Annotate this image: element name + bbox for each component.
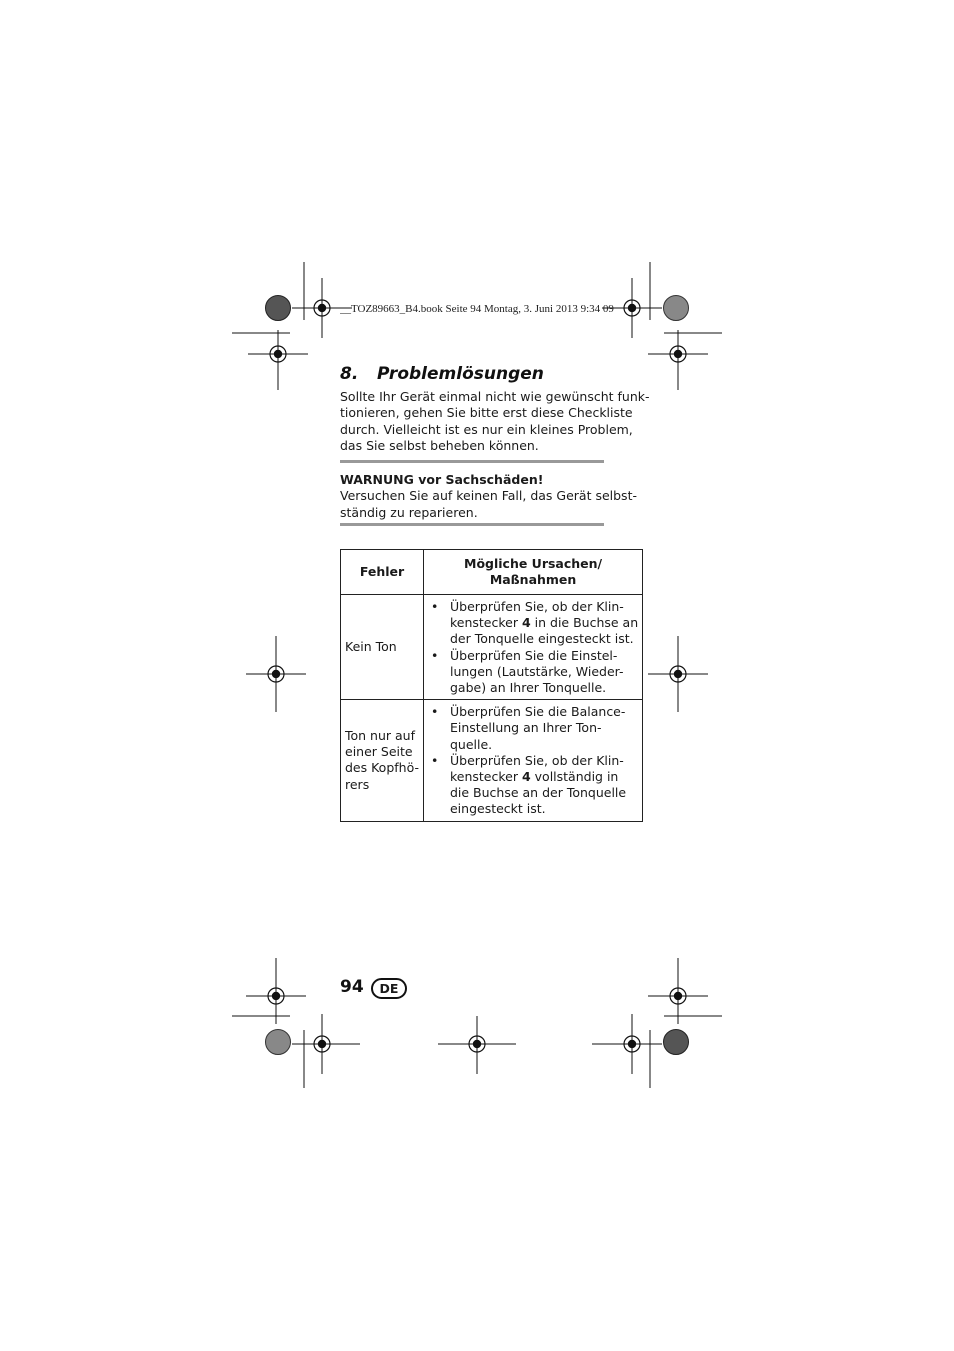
remedy-line: Einstellung an Ihrer Ton- xyxy=(449,720,602,736)
remedy-item xyxy=(428,753,638,818)
language-badge: DE xyxy=(371,978,407,999)
warning-line: ständig zu reparieren. xyxy=(340,504,478,520)
header-fault: Fehler xyxy=(341,550,424,595)
troubleshooting-table xyxy=(340,549,643,822)
remedy-item xyxy=(428,648,638,697)
header-remedy xyxy=(423,550,642,595)
fault-line: des Kopfhö- xyxy=(345,760,419,776)
print-slug: __TOZ89663_B4.book Seite 94 Montag, 3. Juni 2013 9:34 09 xyxy=(340,303,614,315)
remedy-line: Überprüfen Sie die Einstel- xyxy=(449,647,618,663)
remedy-line xyxy=(450,615,638,631)
warning-title: WARNUNG vor Sachschäden! xyxy=(340,472,544,487)
remedy-line: Überprüfen Sie, ob der Klin- xyxy=(449,599,624,614)
remedy-line: der Tonquelle eingesteckt ist. xyxy=(449,631,634,647)
intro-line: Sollte Ihr Gerät einmal nicht wie gewünscht funk- xyxy=(340,389,650,404)
table-row xyxy=(341,595,643,700)
remedy-item xyxy=(428,599,638,648)
fault-cell xyxy=(341,700,424,821)
header-remedy-line: Maßnahmen xyxy=(489,572,577,587)
remedy-text: vollständig in xyxy=(530,769,619,785)
remedy-item xyxy=(428,704,638,753)
part-reference: 4 xyxy=(521,615,531,631)
remedy-line: Überprüfen Sie die Balance- xyxy=(449,704,626,720)
warning-top-rule xyxy=(340,460,604,463)
warning-box xyxy=(340,472,637,521)
warning-bottom-rule xyxy=(340,523,604,526)
remedy-text: in die Buchse an xyxy=(530,615,639,631)
remedy-text: kenstecker xyxy=(449,769,522,785)
remedy-line: die Buchse an der Tonquelle xyxy=(449,785,627,801)
remedy-cell xyxy=(423,700,642,821)
bullet-icon: • xyxy=(430,647,439,663)
intro-paragraph xyxy=(340,389,650,455)
remedy-text: kenstecker xyxy=(449,615,522,631)
section-title: Problemlösungen xyxy=(377,364,544,384)
table-header-row xyxy=(341,550,643,595)
remedy-line: eingesteckt ist. xyxy=(449,801,546,817)
section-number: 8. xyxy=(340,364,359,384)
intro-line: das Sie selbst beheben können. xyxy=(340,438,539,454)
intro-line: tionieren, gehen Sie bitte erst diese Checkliste xyxy=(340,405,633,421)
remedy-line: Überprüfen Sie, ob der Klin- xyxy=(449,752,624,768)
fault-line: einer Seite xyxy=(345,744,413,760)
warning-line: Versuchen Sie auf keinen Fall, das Gerät selbst- xyxy=(340,488,637,504)
intro-line: durch. Vielleicht ist es nur ein kleines Problem, xyxy=(340,421,633,437)
remedy-line: quelle. xyxy=(449,736,493,752)
fault-line: rers xyxy=(345,776,370,792)
header-remedy-line: Mögliche Ursachen/ xyxy=(464,555,603,571)
bullet-icon: • xyxy=(430,752,439,768)
fault-line: Kein Ton xyxy=(345,639,397,654)
remedy-cell xyxy=(423,595,642,700)
page-number: 94 xyxy=(340,977,364,997)
remedy-line xyxy=(450,769,626,785)
table-row xyxy=(341,700,643,821)
section-heading xyxy=(340,364,544,384)
remedy-line: gabe) an Ihrer Tonquelle. xyxy=(449,680,607,696)
remedy-line: lungen (Lautstärke, Wieder- xyxy=(449,663,624,679)
bullet-icon: • xyxy=(430,704,439,720)
fault-line: Ton nur auf xyxy=(345,728,415,744)
part-reference: 4 xyxy=(521,769,531,785)
fault-cell xyxy=(341,595,424,700)
bullet-icon: • xyxy=(430,599,439,614)
